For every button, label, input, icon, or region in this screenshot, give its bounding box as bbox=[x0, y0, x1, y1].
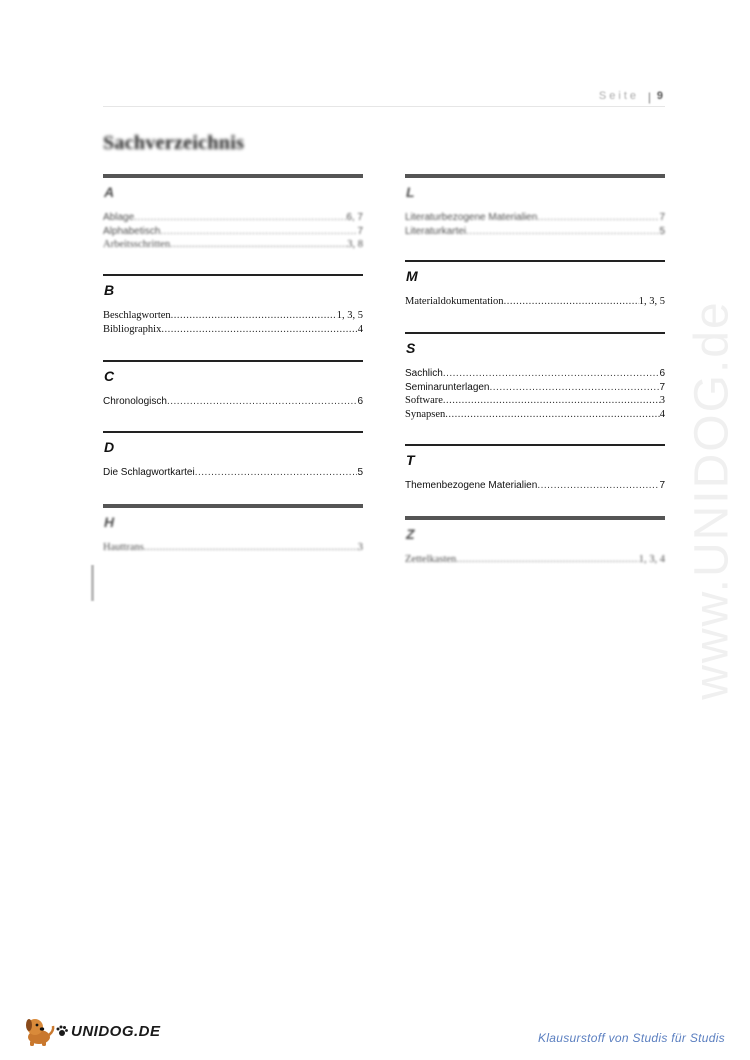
header-separator: | bbox=[647, 90, 651, 104]
entry-page-refs: 3, 8 bbox=[347, 239, 363, 250]
dot-leader bbox=[504, 295, 639, 309]
dot-leader bbox=[160, 225, 357, 239]
index-section-b bbox=[103, 274, 363, 336]
entry-page-refs: 1, 3, 5 bbox=[336, 310, 363, 321]
index-section-z bbox=[405, 516, 665, 567]
section-divider bbox=[103, 360, 363, 362]
dot-leader bbox=[161, 323, 357, 337]
entry-page-refs: 4 bbox=[357, 323, 363, 335]
page-header bbox=[103, 90, 665, 107]
entry-term: Arbeitsschritten bbox=[103, 239, 171, 250]
index-entry[interactable] bbox=[103, 225, 363, 239]
index-entry[interactable] bbox=[405, 479, 665, 493]
section-entries bbox=[405, 479, 665, 493]
section-divider bbox=[405, 516, 665, 520]
section-divider bbox=[103, 274, 363, 276]
margin-mark bbox=[91, 565, 94, 601]
dot-leader bbox=[537, 479, 659, 493]
dot-leader bbox=[167, 395, 358, 409]
page-number: 9 bbox=[656, 90, 663, 102]
entry-term: Literaturbezogene Materialien bbox=[405, 212, 538, 223]
entry-term: Die Schlagwortkartei bbox=[103, 467, 195, 478]
section-entries bbox=[405, 295, 665, 309]
index-entry[interactable] bbox=[103, 541, 363, 555]
entry-term: Themenbezogene Materialien bbox=[405, 480, 538, 491]
index-entry[interactable] bbox=[405, 381, 665, 395]
index-entry[interactable] bbox=[405, 394, 665, 408]
section-entries bbox=[103, 466, 363, 480]
entry-term: Beschlagworten bbox=[103, 310, 171, 321]
index-section-h bbox=[103, 504, 363, 555]
index-entry[interactable] bbox=[405, 211, 665, 225]
section-entries bbox=[405, 211, 665, 238]
footer-tagline: Klausurstoff von Studis für Studis bbox=[538, 1031, 725, 1045]
entry-page-refs: 5 bbox=[659, 225, 665, 237]
section-letter: L bbox=[406, 184, 415, 200]
logo-text: UNIDOG.DE bbox=[71, 1022, 161, 1040]
index-entry[interactable] bbox=[405, 295, 665, 309]
entry-page-refs: 3 bbox=[659, 395, 665, 406]
entry-page-refs: 7 bbox=[659, 480, 665, 491]
index-section-d bbox=[103, 431, 363, 480]
section-entries bbox=[103, 395, 363, 409]
index-entry[interactable] bbox=[103, 323, 363, 337]
section-divider bbox=[103, 174, 363, 178]
section-entries bbox=[405, 367, 665, 421]
section-letter: H bbox=[104, 514, 115, 530]
entry-page-refs: 6 bbox=[357, 396, 363, 407]
section-letter: D bbox=[104, 439, 115, 455]
section-divider bbox=[405, 444, 665, 446]
entry-term: Bibliographix bbox=[103, 323, 162, 335]
unidog-logo[interactable] bbox=[22, 1014, 161, 1048]
entry-page-refs: 7 bbox=[659, 381, 665, 393]
watermark: www.UNIDOG.de bbox=[685, 300, 739, 700]
entry-page-refs: 4 bbox=[659, 408, 665, 420]
index-entry[interactable] bbox=[405, 553, 665, 567]
entry-term: Zettelkasten bbox=[405, 554, 457, 565]
section-divider bbox=[405, 332, 665, 334]
entry-page-refs: 1, 3, 5 bbox=[638, 296, 665, 307]
section-letter: A bbox=[104, 184, 115, 200]
dot-leader bbox=[456, 553, 638, 567]
section-letter: Z bbox=[406, 526, 415, 542]
section-divider bbox=[103, 431, 363, 433]
entry-term: Chronologisch bbox=[103, 396, 167, 407]
dot-leader bbox=[537, 211, 659, 225]
index-entry[interactable] bbox=[103, 211, 363, 225]
dot-leader bbox=[443, 394, 660, 408]
index-entry[interactable] bbox=[405, 367, 665, 381]
entry-term: Software bbox=[405, 395, 443, 406]
entry-page-refs: 1, 3, 4 bbox=[638, 554, 665, 565]
index-section-m bbox=[405, 260, 665, 309]
index-section-c bbox=[103, 360, 363, 409]
index-section-s bbox=[405, 332, 665, 421]
section-letter: T bbox=[406, 452, 415, 468]
section-divider bbox=[405, 174, 665, 178]
entry-term: Alphabetisch bbox=[103, 225, 161, 237]
dot-leader bbox=[445, 408, 660, 422]
entry-page-refs: 7 bbox=[659, 212, 665, 223]
index-entry[interactable] bbox=[103, 395, 363, 409]
index-entry[interactable] bbox=[103, 466, 363, 480]
entry-page-refs: 6, 7 bbox=[346, 212, 363, 223]
section-divider bbox=[103, 504, 363, 508]
index-entry[interactable] bbox=[405, 408, 665, 422]
section-letter: C bbox=[104, 368, 115, 384]
index-title: Sachverzeichnis bbox=[103, 132, 245, 154]
index-section-a bbox=[103, 174, 363, 252]
dog-icon bbox=[22, 1015, 56, 1047]
entry-page-refs: 7 bbox=[357, 225, 363, 237]
section-letter: S bbox=[406, 340, 416, 356]
dot-leader bbox=[144, 541, 358, 555]
entry-term: Ablage bbox=[103, 212, 135, 223]
entry-page-refs: 3 bbox=[357, 542, 363, 553]
section-entries bbox=[405, 553, 665, 567]
dot-leader bbox=[195, 466, 358, 480]
dot-leader bbox=[443, 367, 660, 381]
dot-leader bbox=[171, 309, 337, 323]
entry-term: Sachlich bbox=[405, 368, 443, 379]
dot-leader bbox=[170, 238, 347, 252]
entry-term: Literaturkartei bbox=[405, 225, 467, 237]
dot-leader bbox=[490, 381, 660, 395]
entry-term: Synapsen bbox=[405, 408, 446, 420]
page-label: Seite bbox=[598, 90, 639, 102]
entry-page-refs: 5 bbox=[357, 467, 363, 478]
index-entry[interactable] bbox=[103, 238, 363, 252]
entry-term: Materialdokumentation bbox=[405, 296, 504, 307]
index-section-t bbox=[405, 444, 665, 493]
paw-icon bbox=[56, 1025, 68, 1037]
section-divider bbox=[405, 260, 665, 262]
section-entries bbox=[103, 309, 363, 336]
index-section-l bbox=[405, 174, 665, 238]
entry-term: Hauttrans bbox=[103, 542, 144, 553]
index-entry[interactable] bbox=[103, 309, 363, 323]
entry-term: Seminarunterlagen bbox=[405, 381, 490, 393]
index-entry[interactable] bbox=[405, 225, 665, 239]
section-entries bbox=[103, 541, 363, 555]
dot-leader bbox=[134, 211, 346, 225]
section-entries bbox=[103, 211, 363, 252]
dot-leader bbox=[466, 225, 659, 239]
entry-page-refs: 6 bbox=[659, 368, 665, 379]
section-letter: B bbox=[104, 282, 115, 298]
section-letter: M bbox=[406, 268, 418, 284]
